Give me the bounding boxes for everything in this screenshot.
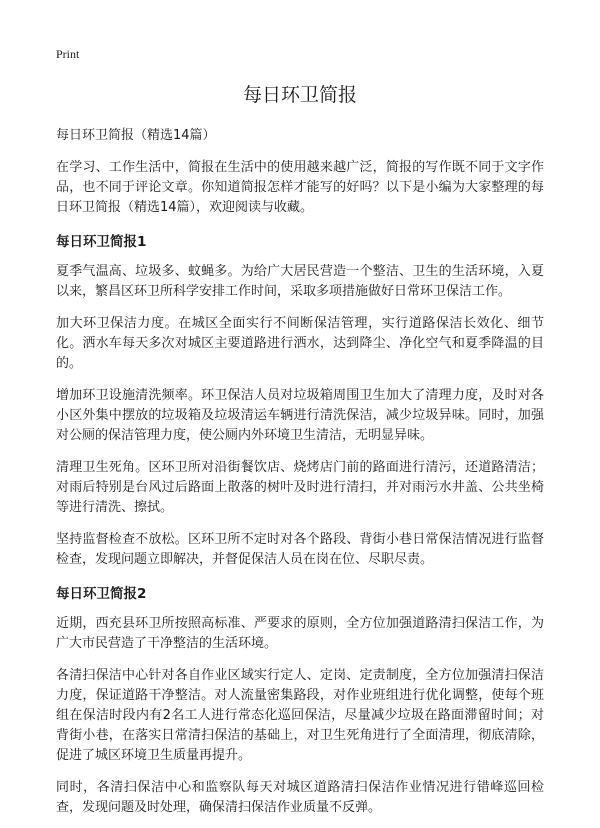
section-1-paragraph-3: 增加环卫设施清洗频率。环卫保洁人员对垃圾箱周围卫生加大了清理力度，及时对各小区外集中摆放的垃圾箱及垃圾清运车辆进行清洗保洁，减少垃圾异味。同时，加强对公厕的保洁管理力度，使公厕内外环境卫生清洁，无明显异味。 (56, 388, 544, 443)
page-title: 每日环卫简报 (242, 84, 357, 106)
section-heading-2: 每日环卫简报2 (56, 586, 147, 602)
section-1-paragraph-4: 清理卫生死角。区环卫所对沿街餐饮店、烧烤店门前的路面进行清污，还道路清洁；对雨后特别是台风过后路面上散落的树叶及时进行清扫，并对雨污水井盖、公共坐椅等进行清洗、擦拭。 (56, 460, 544, 515)
print-link[interactable]: Print (56, 47, 80, 61)
document-subtitle: 每日环卫简报（精选14篇） (56, 128, 216, 143)
section-2-paragraph-1: 近期，西充县环卫所按照高标准、严要求的原则，全方位加强道路清扫保洁工作，为广大市民营造了干净整洁的生活环境。 (56, 616, 544, 651)
section-2-paragraph-2: 各清扫保洁中心针对各自作业区域实行定人、定岗、定责制度，全方位加强清扫保洁力度，保证道路干净整洁。对人流量密集路段，对作业班组进行优化调整，使每个班组在保洁时段内有2名工人进行常态化巡回保洁，尽量减少垃圾在路面滞留时间；对背街小巷，在落实日常清扫保洁的基础上，对卫生死角进行了全面清理，彻底清除，促进了城区环境卫生质量再提升。 (56, 668, 544, 763)
section-1-paragraph-2: 加大环卫保洁力度。在城区全面实行不间断保洁管理，实行道路保洁长效化、细节化。洒水车每天多次对城区主要道路进行洒水，达到降尘、净化空气和夏季降温的目的。 (56, 316, 544, 371)
intro-paragraph: 在学习、工作生活中，简报在生活中的使用越来越广泛，简报的写作既不同于文字作品，也不同于评论文章。你知道简报怎样才能写的好吗？以下是小编为大家整理的每日环卫简报（精选14篇），欢迎阅读与收藏。 (56, 160, 544, 215)
section-heading-1: 每日环卫简报1 (56, 234, 147, 250)
section-1-paragraph-5: 坚持监督检查不放松。区环卫所不定时对各个路段、背街小巷日常保洁情况进行监督检查，发现问题立即解决，并督促保洁人员在岗在位、尽职尽责。 (56, 532, 544, 567)
section-1-paragraph-1: 夏季气温高、垃圾多、蚊蝇多。为给广大居民营造一个整洁、卫生的生活环境，入夏以来，繁昌区环卫所科学安排工作时间，采取多项措施做好日常环卫保洁工作。 (56, 264, 544, 299)
section-2-paragraph-3: 同时，各清扫保洁中心和监察队每天对城区道路清扫保洁作业情况进行错峰巡回检查，发现问题及时处理，确保清扫保洁作业质量不反弹。 (56, 780, 544, 815)
